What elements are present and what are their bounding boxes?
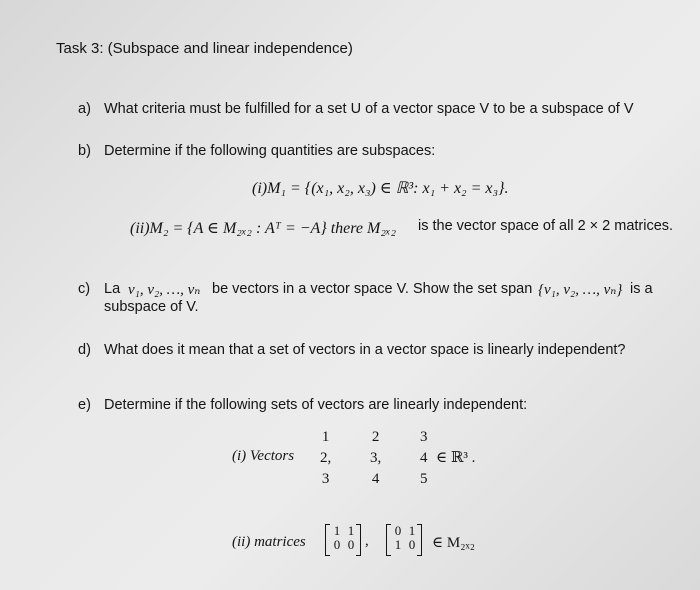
- question-d-label: d): [78, 342, 91, 358]
- matrix-1-right-bracket: [356, 524, 361, 556]
- question-c-is-a: is a: [630, 281, 653, 297]
- vector-1-entry-3: 3: [321, 471, 330, 487]
- vector-2-entry-1: 2: [371, 429, 380, 445]
- question-c-text: be vectors in a vector space V. Show the set span: [212, 281, 533, 297]
- vector-2-entry-2: 3,: [370, 450, 382, 466]
- question-c-label: c): [78, 281, 91, 297]
- question-b-text: Determine if the following quantities are subspaces:: [104, 143, 436, 159]
- question-e-text: Determine if the following sets of vectors are linearly independent:: [104, 397, 528, 413]
- vector-3-entry-1: 3: [420, 429, 428, 445]
- question-c-line2: subspace of V.: [104, 299, 199, 315]
- matrix-1-cell: 1: [347, 523, 355, 538]
- matrices-label: (ii) matrices: [232, 534, 306, 550]
- question-e-label: e): [78, 397, 91, 413]
- question-c-vectors: v₁, v₂, …, vₙ: [128, 282, 201, 298]
- matrix-1-cell: 1: [333, 523, 341, 538]
- vector-2-entry-3: 4: [371, 471, 380, 487]
- vector-2: [370, 427, 381, 490]
- vector-3-entry-3: 5: [420, 471, 428, 487]
- question-b-ii-tail: is the vector space of all 2 × 2 matrices.: [418, 218, 674, 234]
- question-a-label: a): [78, 101, 91, 117]
- matrix-2-cell: 1: [408, 523, 416, 538]
- matrix-2-cell: 0: [394, 523, 402, 538]
- matrix-2-cell: 0: [408, 537, 416, 552]
- vector-3-entry-2: 4: [420, 450, 428, 466]
- vector-1-entry-2: 2,: [320, 450, 332, 466]
- matrices-suffix: ∈ M₂ₓ₂: [432, 535, 476, 551]
- vectors-label: (i) Vectors: [232, 448, 295, 464]
- vector-1-entry-1: 1: [321, 429, 330, 445]
- matrix-2-cell: 1: [394, 537, 402, 552]
- vectors-suffix: ∈ ℝ³ .: [436, 450, 476, 466]
- vector-1: [320, 427, 331, 490]
- question-a-text: What criteria must be fulfilled for a set U of a vector space V to be a subspace of V: [104, 101, 634, 117]
- question-c-span: {v₁, v₂, …, vₙ}: [538, 282, 623, 298]
- matrix-2-right-bracket: [417, 524, 422, 556]
- question-b-label: b): [78, 143, 91, 159]
- matrix-2: [391, 524, 419, 552]
- matrix-1-cell: 0: [333, 537, 341, 552]
- vector-3: [420, 427, 428, 490]
- task-title: Task 3: (Subspace and linear independence): [56, 40, 353, 57]
- question-b-ii-expression: (ii)M₂ = {A ∈ M₂ₓ₂ : Aᵀ = −A} there M₂ₓ₂: [130, 220, 396, 237]
- question-b-i-expression: (i)M₁ = {(x₁, x₂, x₃) ∈ ℝ³: x₁ + x₂ = x₃}.: [252, 180, 509, 197]
- question-c-la: La: [104, 281, 121, 297]
- matrix-1: [330, 524, 358, 552]
- matrix-1-cell: 0: [347, 537, 355, 552]
- question-d-text: What does it mean that a set of vectors in a vector space is linearly independent?: [104, 342, 626, 358]
- matrices-separator: ,: [365, 533, 369, 549]
